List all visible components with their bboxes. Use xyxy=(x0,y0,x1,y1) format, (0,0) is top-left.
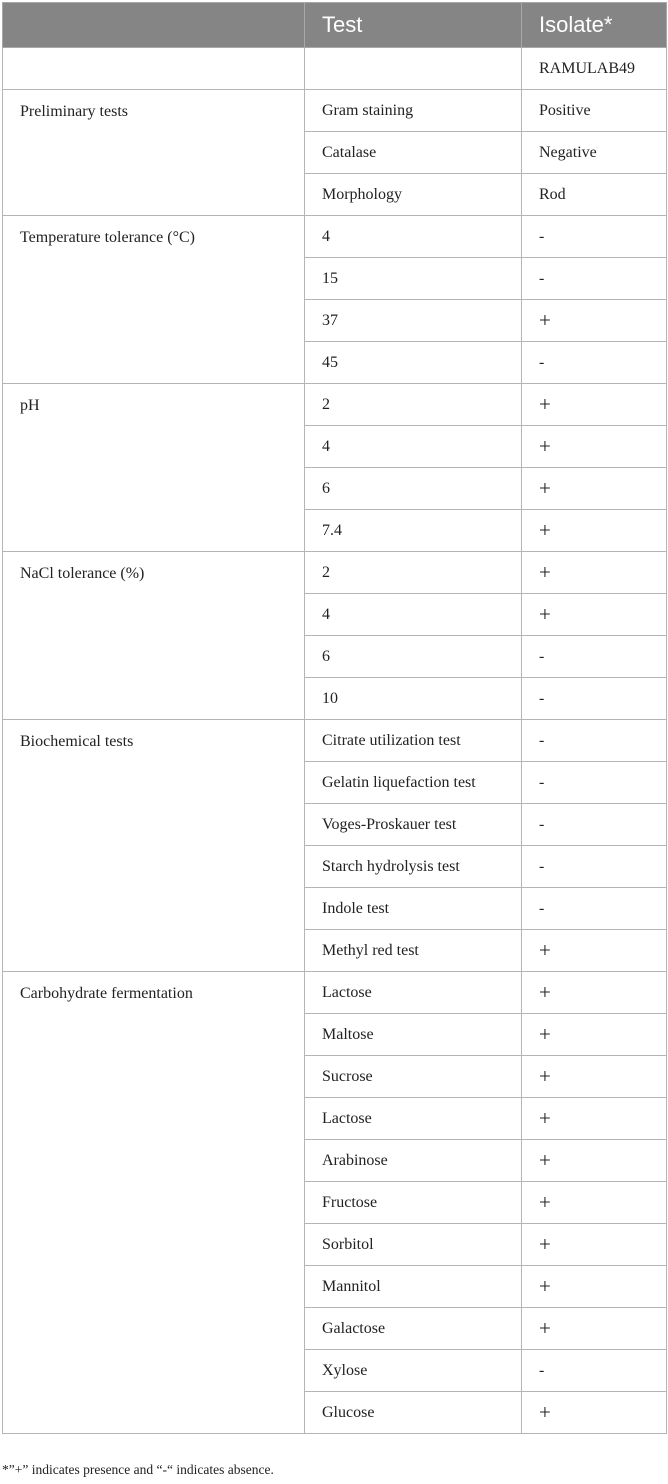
test-name: Sucrose xyxy=(305,1056,522,1098)
test-name: Lactose xyxy=(305,1098,522,1140)
header-row xyxy=(3,3,667,48)
test-result: Rod xyxy=(522,174,667,216)
empty-cell xyxy=(305,48,522,90)
test-name: Citrate utilization test xyxy=(305,720,522,762)
test-name: Voges-Proskauer test xyxy=(305,804,522,846)
test-result: + xyxy=(522,1140,667,1182)
test-result: - xyxy=(522,678,667,720)
test-name: Methyl red test xyxy=(305,930,522,972)
test-name: 2 xyxy=(305,552,522,594)
test-name: Lactose xyxy=(305,972,522,1014)
test-name: Fructose xyxy=(305,1182,522,1224)
table-body xyxy=(3,48,667,1434)
test-result: + xyxy=(522,552,667,594)
test-name: 45 xyxy=(305,342,522,384)
group-label: Biochemical tests xyxy=(3,720,305,972)
test-name: 4 xyxy=(305,216,522,258)
test-name: Gram staining xyxy=(305,90,522,132)
test-result: + xyxy=(522,1266,667,1308)
test-result: - xyxy=(522,888,667,930)
test-result: + xyxy=(522,468,667,510)
test-name: Galactose xyxy=(305,1308,522,1350)
test-result: + xyxy=(522,384,667,426)
table-row xyxy=(3,552,667,594)
header-isolate: Isolate* xyxy=(522,3,667,48)
test-name: Indole test xyxy=(305,888,522,930)
table-row xyxy=(3,216,667,258)
test-result: + xyxy=(522,426,667,468)
test-name: 37 xyxy=(305,300,522,342)
test-name: 6 xyxy=(305,636,522,678)
test-name: 4 xyxy=(305,426,522,468)
test-result: - xyxy=(522,342,667,384)
test-result: + xyxy=(522,1182,667,1224)
table-footnote: *”+” indicates presence and “-“ indicates absence. xyxy=(2,1462,274,1477)
test-result: - xyxy=(522,762,667,804)
test-result: + xyxy=(522,300,667,342)
isolate-name: RAMULAB49 xyxy=(522,48,667,90)
empty-cell xyxy=(3,48,305,90)
test-name: Xylose xyxy=(305,1350,522,1392)
header-category xyxy=(3,3,305,48)
test-result: + xyxy=(522,930,667,972)
test-result: - xyxy=(522,1350,667,1392)
test-result: - xyxy=(522,636,667,678)
test-result: - xyxy=(522,846,667,888)
test-name: Gelatin liquefaction test xyxy=(305,762,522,804)
test-result: Negative xyxy=(522,132,667,174)
isolate-name-row xyxy=(3,48,667,90)
group-label: pH xyxy=(3,384,305,552)
header-test: Test xyxy=(305,3,522,48)
group-label: Preliminary tests xyxy=(3,90,305,216)
test-result: - xyxy=(522,216,667,258)
group-label: Temperature tolerance (°C) xyxy=(3,216,305,384)
test-name: Glucose xyxy=(305,1392,522,1434)
test-name: 10 xyxy=(305,678,522,720)
table-header xyxy=(3,3,667,48)
test-result: - xyxy=(522,804,667,846)
test-name: 15 xyxy=(305,258,522,300)
test-result: + xyxy=(522,1224,667,1266)
test-result: + xyxy=(522,1098,667,1140)
table-row xyxy=(3,90,667,132)
group-label: NaCl tolerance (%) xyxy=(3,552,305,720)
test-name: Sorbitol xyxy=(305,1224,522,1266)
test-name: Catalase xyxy=(305,132,522,174)
test-result: + xyxy=(522,1308,667,1350)
test-result: + xyxy=(522,594,667,636)
test-name: 7.4 xyxy=(305,510,522,552)
test-name: Starch hydrolysis test xyxy=(305,846,522,888)
test-result: + xyxy=(522,1392,667,1434)
test-result: - xyxy=(522,258,667,300)
group-label: Carbohydrate fermentation xyxy=(3,972,305,1434)
test-name: Maltose xyxy=(305,1014,522,1056)
test-name: 6 xyxy=(305,468,522,510)
test-result: + xyxy=(522,1014,667,1056)
table-row xyxy=(3,384,667,426)
test-name: Mannitol xyxy=(305,1266,522,1308)
test-result: - xyxy=(522,720,667,762)
test-result: + xyxy=(522,1056,667,1098)
test-name: 2 xyxy=(305,384,522,426)
test-name: 4 xyxy=(305,594,522,636)
test-name: Morphology xyxy=(305,174,522,216)
test-result: Positive xyxy=(522,90,667,132)
results-table xyxy=(2,2,667,1434)
test-result: + xyxy=(522,510,667,552)
table-row xyxy=(3,972,667,1014)
test-name: Arabinose xyxy=(305,1140,522,1182)
table-row xyxy=(3,720,667,762)
test-result: + xyxy=(522,972,667,1014)
